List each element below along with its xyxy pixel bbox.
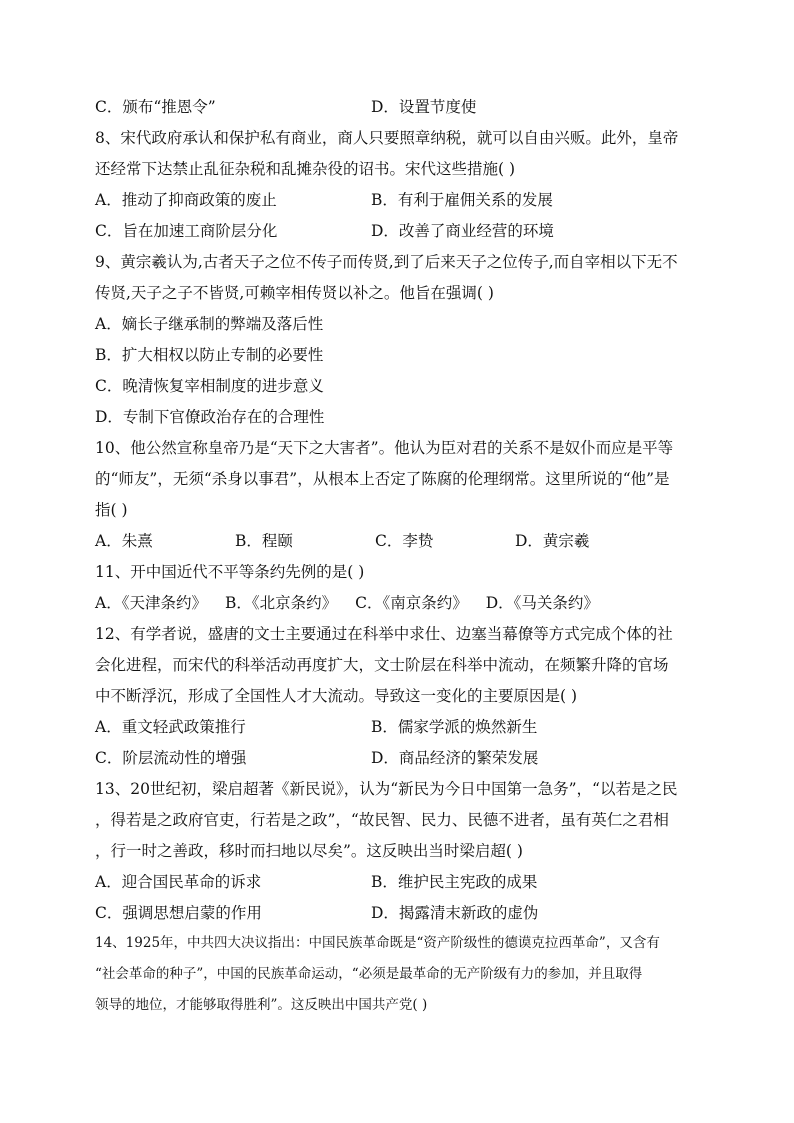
question-12 (95, 619, 699, 774)
q10-stem-line-1: 10、他公然宣称皇帝乃是“天下之大害者”。他认为臣对君的关系不是奴仆而应是平等 (95, 439, 674, 457)
q11-option-c[interactable]: C．《南京条约》 (355, 594, 468, 612)
q13-stem-line-3: ，行一时之善政，移时而扫地以尽矣”。这反映出当时梁启超( ) (95, 842, 523, 860)
q7-option-c[interactable]: C．颁布“推恩令” (95, 98, 216, 116)
q11-option-a[interactable]: A．《天津条约》 (95, 594, 207, 612)
q12-option-a[interactable]: A．重文轻武政策推行 (95, 718, 246, 736)
q14-stem-line-1: 14、1925年，中共四大决议指出：中国民族革命既是“资产阶级性的德谟克拉西革命”，又含有 (95, 935, 660, 951)
q13-stem-line-1: 13、20世纪初，梁启超著《新民说》，认为“新民为今日中国第一急务”，“以若是之民 (95, 780, 678, 798)
q12-option-b[interactable]: B．儒家学派的焕然新生 (371, 718, 538, 736)
q8-option-b[interactable]: B．有利于雇佣关系的发展 (371, 191, 553, 209)
q10-stem-line-2: 的“师友”，无须“杀身以事君”，从根本上否定了陈腐的伦理纲常。这里所说的“他”是 (95, 470, 670, 488)
q7-option-d[interactable]: D．设置节度使 (371, 98, 477, 116)
q7-options-tail (95, 92, 699, 123)
question-14 (95, 929, 699, 1022)
q8-option-d[interactable]: D．改善了商业经营的环境 (371, 222, 554, 240)
q13-option-a[interactable]: A．迎合国民革命的诉求 (95, 873, 262, 891)
q8-stem-line-2: 还经常下达禁止乱征杂税和乱摊杂役的诏书。宋代这些措施( ) (95, 160, 516, 178)
q12-option-d[interactable]: D．商品经济的繁荣发展 (371, 749, 539, 767)
q11-option-d[interactable]: D．《马关条约》 (485, 594, 599, 612)
question-9 (95, 247, 699, 433)
q13-option-c[interactable]: C．强调思想启蒙的作用 (95, 904, 262, 922)
q11-stem-line-1: 11、开中国近代不平等条约先例的是( ) (95, 563, 365, 581)
q11-option-b[interactable]: B．《北京条约》 (224, 594, 338, 612)
q12-stem-line-3: 中不断浮沉，形成了全国性人才大流动。导致这一变化的主要原因是( ) (95, 687, 578, 705)
q9-stem-line-2: 传贤,天子之子不皆贤,可赖宰相传贤以补之。他旨在强调( ) (95, 284, 494, 302)
q10-option-c[interactable]: C．李贽 (375, 532, 434, 550)
q10-option-a[interactable]: A．朱熹 (95, 532, 153, 550)
question-11 (95, 557, 699, 619)
q12-stem-line-1: 12、有学者说，盛唐的文士主要通过在科举中求仕、边塞当幕僚等方式完成个体的社 (95, 625, 673, 643)
q8-option-c[interactable]: C．旨在加速工商阶层分化 (95, 222, 278, 240)
question-8 (95, 123, 699, 247)
q13-option-b[interactable]: B．维护民主宪政的成果 (371, 873, 538, 891)
q8-option-a[interactable]: A．推动了抑商政策的废止 (95, 191, 277, 209)
q9-option-a[interactable]: A．嫡长子继承制的弊端及落后性 (95, 315, 324, 333)
q8-stem-line-1: 8、宋代政府承认和保护私有商业，商人只要照章纳税，就可以自由兴贩。此外，皇帝 (95, 129, 679, 147)
q10-option-b[interactable]: B．程颐 (235, 532, 293, 550)
q12-stem-line-2: 会化进程，而宋代的科举活动再度扩大，文士阶层在科举中流动，在频繁升降的官场 (95, 656, 669, 674)
q13-stem-line-2: ，得若是之政府官吏，行若是之政”，“故民智、民力、民德不进者，虽有英仁之君相 (95, 811, 669, 829)
q10-option-d[interactable]: D．黄宗羲 (515, 532, 590, 550)
q10-stem-line-3: 指( ) (95, 501, 128, 519)
q9-option-b[interactable]: B．扩大相权以防止专制的必要性 (95, 346, 324, 364)
q14-stem-line-2: “社会革命的种子”，中国的民族革命运动，“必须是最革命的无产阶级有力的参加，并且取得 (95, 966, 643, 982)
question-10 (95, 433, 699, 557)
q13-option-d[interactable]: D．揭露清末新政的虚伪 (371, 904, 539, 922)
question-13 (95, 774, 699, 929)
q14-stem-line-3: 领导的地位，才能够取得胜利”。这反映出中国共产党( ) (95, 997, 428, 1013)
q9-option-d[interactable]: D．专制下官僚政治存在的合理性 (95, 408, 325, 426)
q12-option-c[interactable]: C．阶层流动性的增强 (95, 749, 247, 767)
q9-option-c[interactable]: C．晚清恢复宰相制度的进步意义 (95, 377, 324, 395)
q9-stem-line-1: 9、黄宗羲认为,古者天子之位不传子而传贤,到了后来天子之位传子,而自宰相以下无不 (95, 253, 678, 271)
